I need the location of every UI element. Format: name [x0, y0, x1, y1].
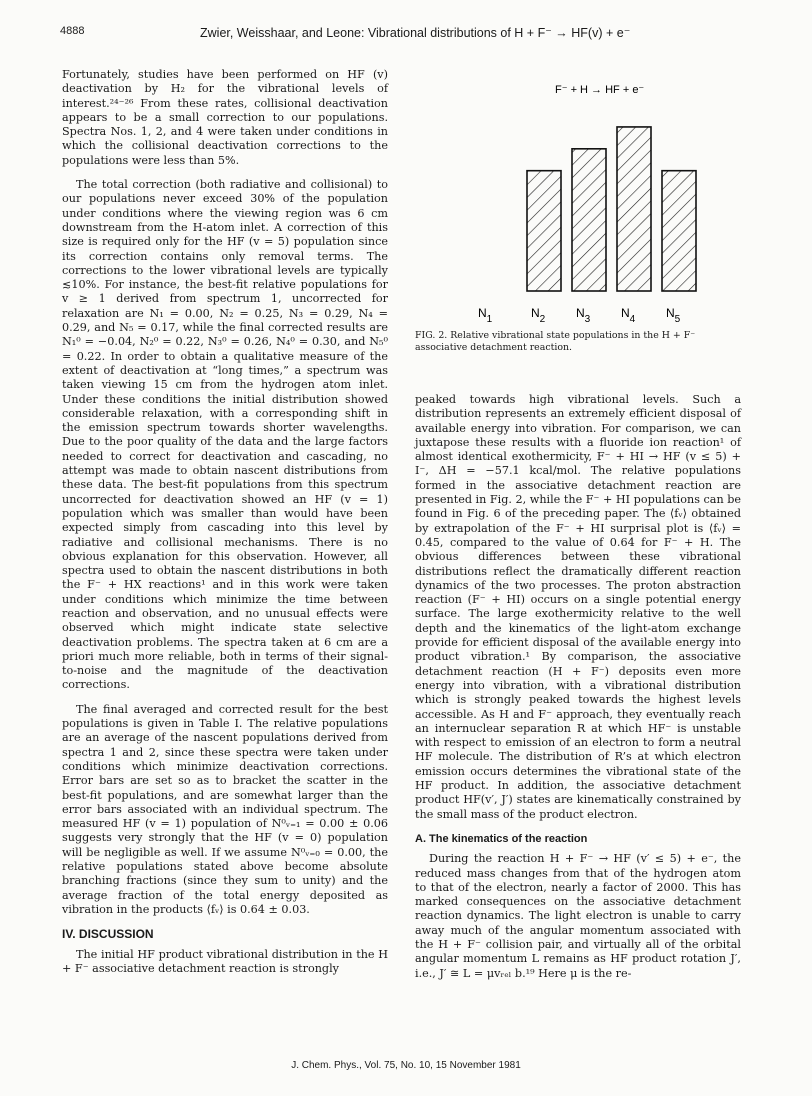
bar-chart — [420, 75, 740, 325]
bar-n5 — [662, 171, 696, 291]
left-column — [62, 68, 388, 986]
bar-n2 — [527, 171, 561, 291]
paragraph: Fortunately, studies have been performed on HF (v) deactivation by H₂ for the vibrational levels of interest.²⁴⁻²⁶ From these rates, collisional deactivation appears to be a small correction to our populations. Spectra Nos. 1, 2, and 4 were taken under conditions in which the collisional deactivation corrections to the populations were less than 5%. — [62, 68, 388, 167]
running-title: Zwier, Weisshaar, and Leone: Vibrational distributions of H + F⁻ → HF(v) + e⁻ — [200, 26, 631, 40]
bar-n4 — [617, 127, 651, 291]
figure-caption: FIG. 2. Relative vibrational state populations in the H + F⁻ associative detachment reaction. — [415, 330, 696, 353]
page-number: 4888 — [60, 25, 85, 37]
chart-title: F⁻ + H → HF + e⁻ — [555, 84, 645, 96]
bar-label-n4: $N_4$ — [621, 306, 636, 325]
paragraph: The initial HF product vibrational distribution in the H + F⁻ associative detachment reaction is strongly — [62, 947, 388, 975]
bar-n3 — [572, 149, 606, 291]
bar-label-n1: $N_1$ — [478, 306, 493, 325]
page-header — [60, 25, 760, 43]
paragraph: peaked towards high vibrational levels. Such a distribution represents an extremely efficient disposal of available energy into vibration. For comparison, we can juxtapose these results with a fluoride ion reaction¹ of almost identical exothermicity, F⁻ + HI → HF (v ≤ 5) + I⁻, ΔH = −57.1 kcal/mol. The relative populations formed in the associative detachment reaction are presented in Fig. 2, while the F⁻ + HI populations can be found in Fig. 6 of the preceding paper. The ⟨fᵥ⟩ obtained by extrapolation of the F⁻ + HI surprisal plot is ⟨fᵥ⟩ = 0.45, compared to the value of 0.64 for F⁻ + H. The obvious differences between these vibrational distributions reflect the dramatically different reaction dynamics of the two processes. The proton abstraction reaction (F⁻ + HI) occurs on a single potential energy surface. The large exothermicity relative to the well depth and the kinematics of the light-atom exchange provide for efficient disposal of the available energy into product vibration.¹ By comparison, the associative detachment reaction (H + F⁻) deposits even more energy into vibration, with a vibrational distribution which is strongly peaked towards the highest levels accessible. As H and F⁻ approach, they eventually reach an internuclear separation R at which HF⁻ is unstable with respect to emission of an electron to form a neutral HF molecule. The distribution of R’s at which electron emission occurs determines the vibrational state of the HF product. In addition, the associative detachment product HF(v′, J′) states are kinematically constrained by the small mass of the product electron. — [415, 393, 741, 821]
paragraph: The final averaged and corrected result for the best populations is given in Table I. The relative populations are an average of the nascent populations derived from spectra 1 and 2, since these spectra were taken under conditions which minimize deactivation corrections. Error bars are set so as to bracket the scatter in the best-fit populations, and are somewhat larger than the error bars associated with an individual spectrum. The measured HF (v = 1) population of N⁰ᵥ₌₁ = 0.00 ± 0.06 suggests very strongly that the HF (v = 0) population will be negligible as well. If we assume N⁰ᵥ₌₀ = 0.00, the relative populations stated above become absolute branching fractions (since they sum to unity) and the average fraction of the total energy deposited as vibration in the products ⟨fᵥ⟩ is 0.64 ± 0.03. — [62, 702, 388, 916]
subsection-heading: A. The kinematics of the reaction — [415, 832, 588, 845]
paragraph: During the reaction H + F⁻ → HF (v′ ≤ 5) + e⁻, the reduced mass changes from that of the hydrogen atom to that of the electron, nearly a factor of 2000. This has marked consequences on the associative detachment reaction dynamics. The light electron is unable to carry away much of the angular momentum associated with the H + F⁻ collision pair, and virtually all of the orbital angular momentum L remains as HF product rotation J′, i.e., J′ ≅ L = μvᵣₑₗ b.¹⁹ Here μ is the re- — [415, 852, 741, 980]
bar-label-n3: $N_3$ — [576, 306, 591, 325]
bar-label-n5: $N_5$ — [666, 306, 681, 325]
bar-label-n2: $N_2$ — [531, 306, 546, 325]
page-footer: J. Chem. Phys., Vol. 75, No. 10, 15 November 1981 — [291, 1060, 521, 1071]
paragraph: The total correction (both radiative and collisional) to our populations never exceed 30% of the population under conditions where the viewing region was 6 cm downstream from the H-atom inlet. A correction of this size is required only for the HF (v = 5) population since its correction contains only removal terms. The corrections to the lower vibrational levels are typically ≲10%. For instance, the best-fit relative populations for v ≥ 1 derived from spectrum 1, uncorrected for relaxation are N₁ = 0.00, N₂ = 0.25, N₃ = 0.29, N₄ = 0.29, and N₅ = 0.17, while the final corrected results are N₁⁰ = −0.04, N₂⁰ = 0.22, N₃⁰ = 0.26, N₄⁰ = 0.30, and N₅⁰ = 0.22. In order to obtain a qualitative measure of the extent of deactivation at “long times,” a spectrum was taken viewing 15 cm from the hydrogen atom inlet. Under these conditions the initial distribution showed considerable relaxation, with a corresponding shift in the emission spectrum towards shorter wavelengths. Due to the poor quality of the data and the large factors needed to correct for deactivation and cascading, no attempt was made to obtain nascent distributions from these data. The best-fit populations from this spectrum uncorrected for deactivation showed an HF (v = 1) population which was smaller than would have been expected simply from cascading into this level by radiative and collisional mechanisms. There is no obvious explanation for this observation. However, all spectra used to obtain the nascent distributions in both the F⁻ + HX reactions¹ and in this work were taken under conditions which minimize the time between reaction and observation, and no unusual effects were observed which might indicate state selective deactivation problems. The spectra taken at 6 cm are a priori much more reliable, both in terms of their signal-to-noise and the magnitude of the deactivation corrections. — [62, 178, 388, 692]
right-column — [415, 393, 741, 991]
section-heading: IV. DISCUSSION — [62, 927, 154, 942]
